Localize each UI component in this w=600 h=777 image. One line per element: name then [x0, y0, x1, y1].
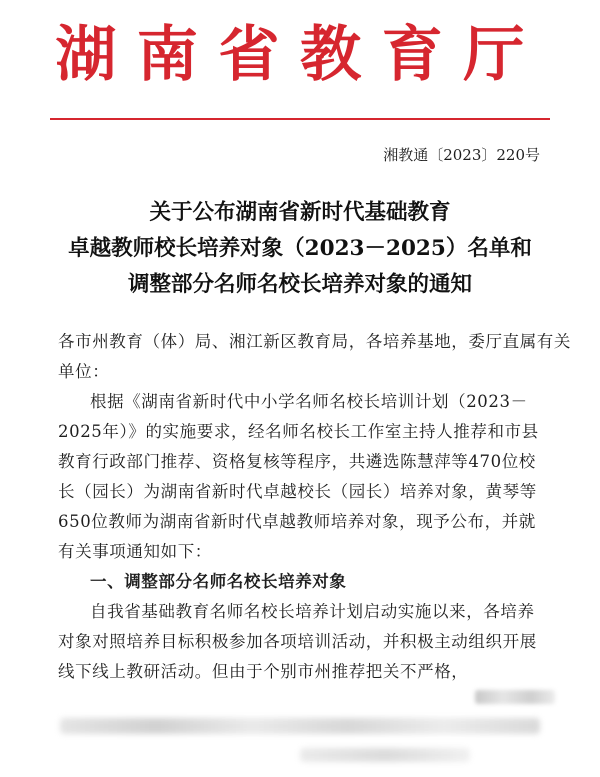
paragraph-1-line-3: 教育行政部门推荐、资格复核等程序，共遴选陈慧萍等470位校: [58, 452, 536, 471]
paragraph-1: [0, 387, 600, 567]
paragraph-2-line-1: 自我省基础教育名师名校长培养计划启动实施以来，各培养: [90, 602, 535, 621]
letterhead-red-divider: [50, 118, 550, 120]
paragraph-2: [0, 597, 600, 687]
addressee-line-2: 单位：: [58, 362, 110, 381]
section-1-heading: 一、调整部分名师名校长培养对象: [90, 572, 347, 591]
paragraph-1-line-1: 根据《湖南省新时代中小学名师名校长培训计划（2023－: [90, 392, 528, 411]
blurred-text-region: [60, 718, 540, 734]
paragraph-1-line-2: 2025年）》的实施要求，经名师名校长工作室主持人推荐和市县: [58, 422, 539, 441]
title-line-3: 调整部分名师名校长培养对象的通知: [127, 272, 472, 297]
document-title: [50, 195, 550, 303]
addressee: [0, 327, 600, 387]
document-number: 湘教通〔2023〕220号: [383, 146, 540, 164]
section-1: [0, 567, 600, 597]
agency-name: 湖南省教育厅: [55, 20, 545, 90]
blurred-text-region: [300, 748, 470, 762]
document-body: [0, 327, 600, 687]
paragraph-1-line-6: 有关事项通知如下：: [58, 542, 212, 561]
paragraph-1-line-5: 650位教师为湖南省新时代卓越教师培养对象，现予公布，并就: [58, 512, 536, 531]
paragraph-2-line-3: 线下线上教研活动。但由于个别市州推荐把关不严格，: [58, 662, 469, 681]
paragraph-1-line-4: 长（园长）为湖南省新时代卓越校长（园长）培养对象，黄琴等: [58, 482, 537, 501]
title-line-2: 卓越教师校长培养对象（2023－2025）名单和: [68, 236, 532, 261]
letterhead: [0, 20, 600, 90]
blurred-text-region: [475, 690, 555, 704]
paragraph-2-line-2: 对象对照培养目标积极参加各项培训活动，并积极主动组织开展: [58, 632, 537, 651]
addressee-line-1: 各市州教育（体）局、湘江新区教育局，各培养基地，委厅直属有关: [58, 332, 571, 351]
title-line-1: 关于公布湖南省新时代基础教育: [149, 200, 451, 225]
